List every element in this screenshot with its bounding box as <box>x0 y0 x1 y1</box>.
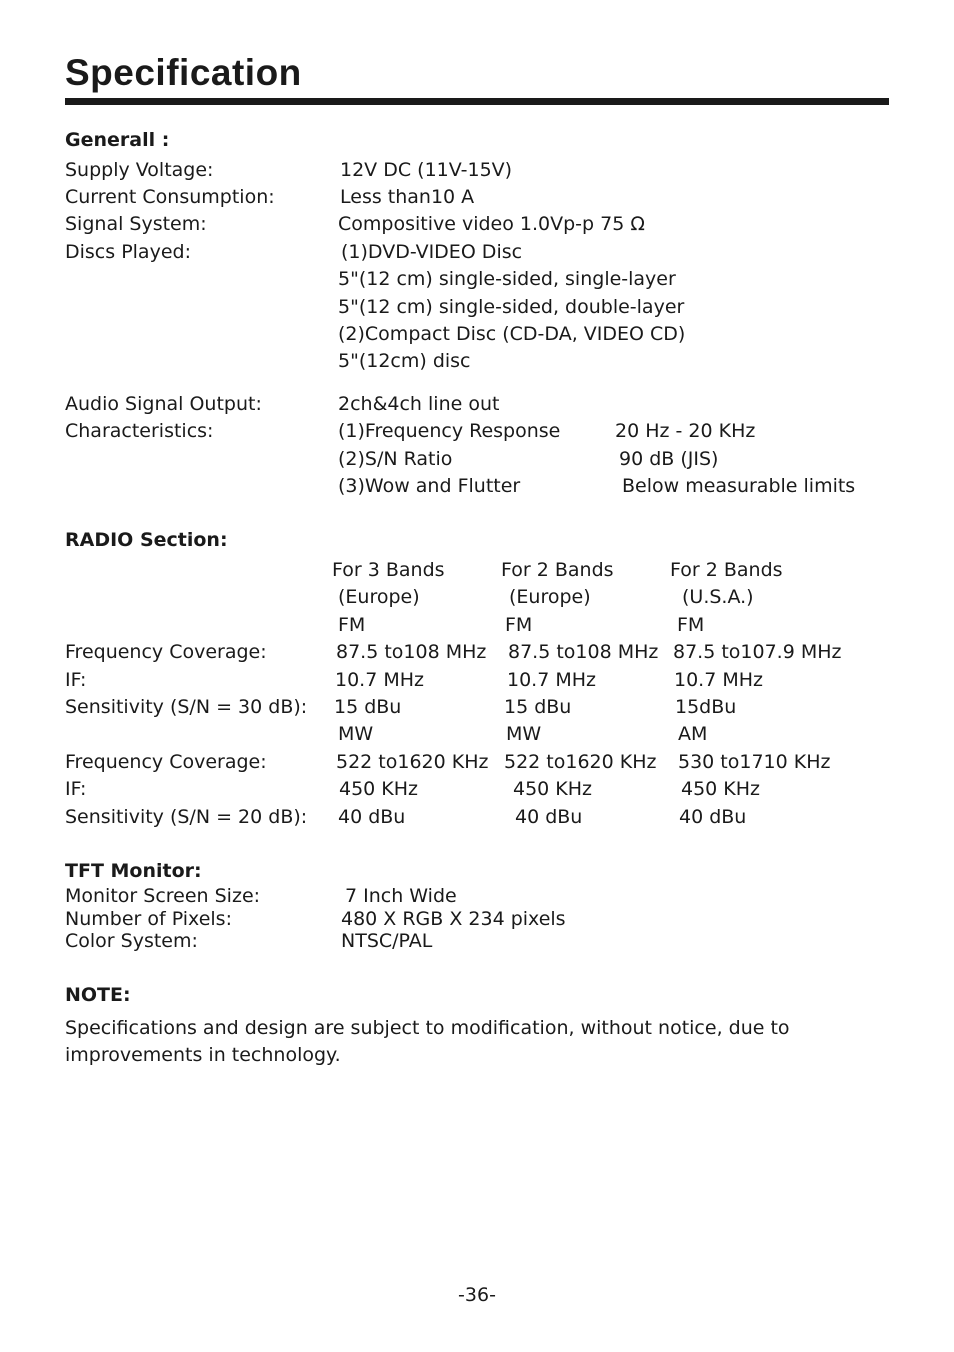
fm-frequency-coverage-label: Frequency Coverage: <box>65 641 267 663</box>
signal-system-value: Compositive video 1.0Vp-p 75 Ω <box>338 213 645 235</box>
discs-played-line: 5"(12 cm) single-sided, single-layer <box>338 268 676 290</box>
supply-voltage-value: 12V DC (11V-15V) <box>340 159 513 181</box>
radio-col1-fm-freq: 87.5 to108 MHz <box>336 641 487 663</box>
screen-size-label: Monitor Screen Size: <box>65 885 261 907</box>
radio-col1-am: MW <box>338 723 374 745</box>
am-sensitivity-label: Sensitivity (S/N = 20 dB): <box>65 806 308 828</box>
note-heading: NOTE: <box>65 984 131 1006</box>
radio-col3-am-freq: 530 to1710 KHz <box>678 751 831 773</box>
radio-col3-fm-sens: 15dBu <box>675 696 737 718</box>
radio-col1-fm: FM <box>338 614 366 636</box>
current-consumption-value: Less than10 A <box>340 186 475 208</box>
audio-signal-output-value: 2ch&4ch line out <box>338 393 500 415</box>
fm-if-label: IF: <box>65 669 87 691</box>
radio-col1-bands: For 3 Bands <box>332 559 445 581</box>
characteristics-value: Below measurable limits <box>622 475 856 497</box>
radio-col2-bands: For 2 Bands <box>501 559 614 581</box>
radio-col1-fm-if: 10.7 MHz <box>335 669 424 691</box>
characteristics-name: (2)S/N Ratio <box>338 448 453 470</box>
supply-voltage-label: Supply Voltage: <box>65 159 214 181</box>
color-system-label: Color System: <box>65 930 198 952</box>
general-heading: Generall : <box>65 129 170 151</box>
radio-heading: RADIO Section: <box>65 529 228 551</box>
am-frequency-coverage-label: Frequency Coverage: <box>65 751 267 773</box>
radio-col1-am-freq: 522 to1620 KHz <box>336 751 489 773</box>
radio-col3-am-if: 450 KHz <box>681 778 761 800</box>
radio-col3-region: (U.S.A.) <box>682 586 754 608</box>
fm-sensitivity-label: Sensitivity (S/N = 30 dB): <box>65 696 308 718</box>
discs-played-line: (2)Compact Disc (CD-DA, VIDEO CD) <box>338 323 686 345</box>
am-if-label: IF: <box>65 778 87 800</box>
radio-col2-am-sens: 40 dBu <box>515 806 583 828</box>
radio-col1-fm-sens: 15 dBu <box>334 696 402 718</box>
radio-col2-am-if: 450 KHz <box>513 778 593 800</box>
radio-col2-region: (Europe) <box>509 586 591 608</box>
radio-col3-fm-freq: 87.5 to107.9 MHz <box>673 641 842 663</box>
characteristics-value: 90 dB (JIS) <box>619 448 719 470</box>
tft-heading: TFT Monitor: <box>65 860 202 882</box>
radio-col2-fm: FM <box>505 614 533 636</box>
pixels-value: 480 X RGB X 234 pixels <box>341 908 566 930</box>
pixels-label: Number of Pixels: <box>65 908 232 930</box>
color-system-value: NTSC/PAL <box>341 930 433 952</box>
radio-col3-fm: FM <box>677 614 705 636</box>
characteristics-label: Characteristics: <box>65 420 214 442</box>
radio-col2-fm-if: 10.7 MHz <box>507 669 596 691</box>
radio-col3-bands: For 2 Bands <box>670 559 783 581</box>
radio-col3-fm-if: 10.7 MHz <box>674 669 763 691</box>
radio-col1-region: (Europe) <box>338 586 420 608</box>
characteristics-value: 20 Hz - 20 KHz <box>615 420 756 442</box>
discs-played-label: Discs Played: <box>65 241 191 263</box>
discs-played-line: 5"(12 cm) single-sided, double-layer <box>338 296 685 318</box>
radio-col3-am: AM <box>678 723 708 745</box>
characteristics-name: (3)Wow and Flutter <box>338 475 521 497</box>
page-title: Specification <box>65 52 302 93</box>
discs-played-line: (1)DVD-VIDEO Disc <box>341 241 523 263</box>
screen-size-value: 7 Inch Wide <box>345 885 457 907</box>
current-consumption-label: Current Consumption: <box>65 186 275 208</box>
title-rule <box>65 98 889 105</box>
note-text: Specifications and design are subject to modification, without notice, due to improvements in technology. <box>65 1017 790 1066</box>
page-number: -36- <box>458 1284 496 1306</box>
radio-col1-am-sens: 40 dBu <box>338 806 406 828</box>
radio-col2-fm-sens: 15 dBu <box>504 696 572 718</box>
audio-signal-output-label: Audio Signal Output: <box>65 393 262 415</box>
radio-col2-fm-freq: 87.5 to108 MHz <box>508 641 659 663</box>
radio-col3-am-sens: 40 dBu <box>679 806 747 828</box>
radio-col2-am-freq: 522 to1620 KHz <box>504 751 657 773</box>
discs-played-line: 5"(12cm) disc <box>338 350 471 372</box>
characteristics-name: (1)Frequency Response <box>338 420 561 442</box>
radio-col1-am-if: 450 KHz <box>339 778 419 800</box>
radio-col2-am: MW <box>506 723 542 745</box>
signal-system-label: Signal System: <box>65 213 207 235</box>
